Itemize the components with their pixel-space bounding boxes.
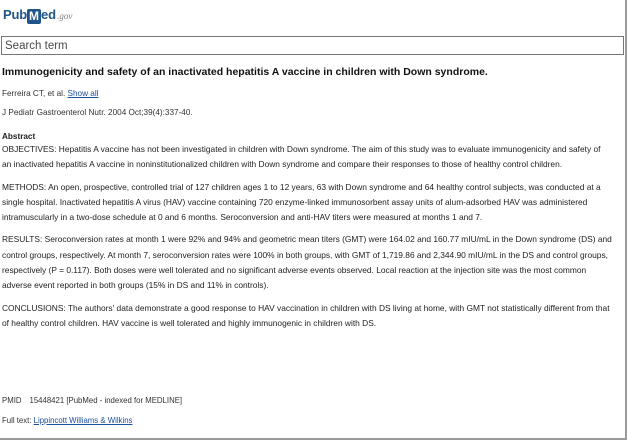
- show-all-authors-link[interactable]: Show all: [67, 89, 99, 98]
- pubmed-logo[interactable]: [3, 7, 72, 27]
- search-input[interactable]: [1, 36, 624, 55]
- logo-gov-suffix: .gov: [57, 11, 73, 21]
- pmid-line: [2, 396, 182, 405]
- full-text-line: [2, 416, 132, 425]
- logo-text-pub: Pub: [3, 7, 27, 22]
- journal-citation: J Pediatr Gastroenterol Nutr. 2004 Oct;39(4):337-40.: [2, 108, 193, 117]
- author-line: [2, 89, 98, 98]
- abstract-results: RESULTS: Seroconversion rates at month 1 were 92% and 94% and geometric mean titers (GMT) were 164.02 and 160.77 mIU/mL in the Down syndrome (DS) and control groups, respectively. At month 7, seroconversion rates were 100% in both groups, with GMT of 1,719.86 and 2,344.90 mIU/mL in the DS and control groups, respectively (P = 0.117). Both doses were well tolerated and no significant adverse events observed. Local reaction at the injection site was the most common adverse event reported in both groups (15% in DS and 11% in controls).: [2, 234, 612, 291]
- logo-m-badge: M: [28, 9, 39, 23]
- full-text-label: Full text:: [2, 416, 32, 425]
- pmid-value: 15448421 [PubMed - indexed for MEDLINE]: [29, 396, 183, 405]
- abstract-methods: METHODS: An open, prospective, controlled trial of 127 children ages 1 to 12 years, 63 with Down syndrome and 64 healthy control subjects, was conducted at a single hospital. Inactivated hepatitis A virus (HAV) vaccine containing 720 enzyme-linked immunosorbent assay units of alum-adsorbed HAV was administered intramuscularly in a two-dose schedule at 0 and 6 months. Seroconversion and anti-HAV titers were measured at months 1 and 7.: [2, 181, 601, 223]
- pmid-label: PMID: [2, 396, 22, 405]
- abstract-conclusions: CONCLUSIONS: The authors' data demonstrate a good response to HAV vaccination in children with DS living at home, with GMT not statistically different from that of healthy control children. HAV vaccine is well tolerated and highly immunogenic in children with DS.: [2, 302, 610, 328]
- logo-text-ed: ed: [40, 7, 57, 22]
- article-title: Immunogenicity and safety of an inactivated hepatitis A vaccine in children with Down syndrome.: [2, 66, 488, 78]
- abstract-body: [2, 142, 612, 338]
- abstract-objectives: OBJECTIVES: Hepatitis A vaccine has not been investigated in children with Down syndrome. The aim of this study was to evaluate immunogenicity and safety of an inactivated hepatitis A vaccine in noninstitutionalized children with Down syndrome and compare their responses to those of healthy control children.: [2, 144, 601, 170]
- abstract-heading: Abstract: [2, 132, 36, 141]
- full-text-publisher-link[interactable]: Lippincott Williams & Wilkins: [33, 416, 133, 425]
- authors-text: Ferreira CT, et al.: [2, 89, 66, 98]
